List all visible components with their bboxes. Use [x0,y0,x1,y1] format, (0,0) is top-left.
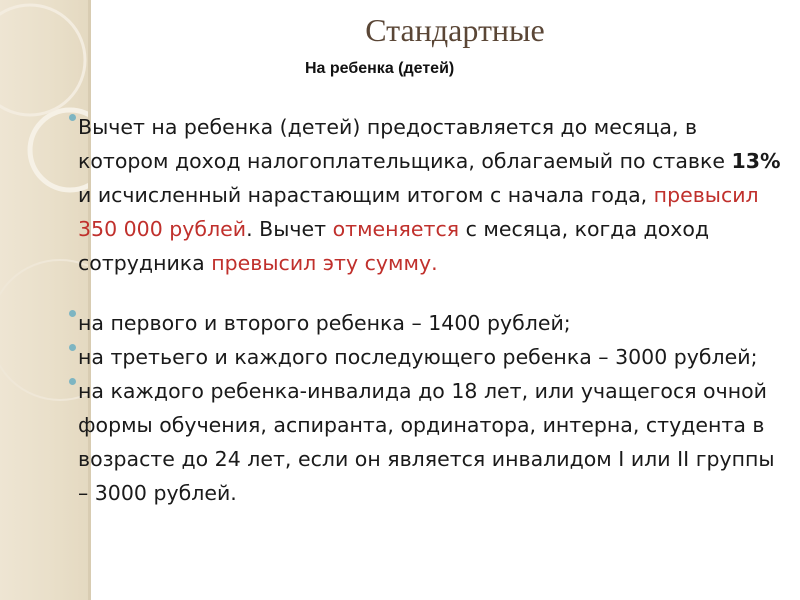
cancelled-text: отменяется [332,217,460,241]
paragraph-text-3: . Вычет [246,217,333,241]
list-item [78,306,783,340]
list-item-text: на каждого ребенка-инвалида до 18 лет, или учащегося очной формы обучения, аспиранта, ординатора, интерна, студента в возрасте до 24 лет, если он является инвалидом I или II группы – 3000 рублей. [78,379,775,505]
paragraph-text-4: с месяца, когда доход сотрудника [78,217,710,275]
bullet-dot-icon [69,344,76,351]
slide-subtitle: На ребенка (детей) [305,60,455,77]
main-paragraph [78,110,783,280]
paragraph-text-1: Вычет на ребенка (детей) предоставляется до месяца, в котором доход налогоплательщика, облагаемый по ставке [78,115,732,173]
sidebar-circles-decoration [0,0,88,600]
paragraph-text-2: и исчисленный нарастающим итогом с начала года, [78,183,654,207]
exceeded-sum-text: превысил эту сумму. [211,251,438,275]
list-item-text: на третьего и каждого последующего ребенка – 3000 рублей; [78,345,758,369]
list-item [78,340,783,374]
decorative-sidebar [0,0,88,600]
list-item [78,374,783,510]
tax-rate: 13% [731,149,781,173]
list-item-text: на первого и второго ребенка – 1400 рублей; [78,311,571,335]
slide-content [78,110,783,510]
bullet-dot-icon [69,378,76,385]
exceeded-threshold-text: превысил 350 000 рублей [78,183,759,241]
bullet-dot-icon [69,310,76,317]
bullet-dot-icon [69,114,76,121]
slide-title: Стандартные [365,12,545,48]
